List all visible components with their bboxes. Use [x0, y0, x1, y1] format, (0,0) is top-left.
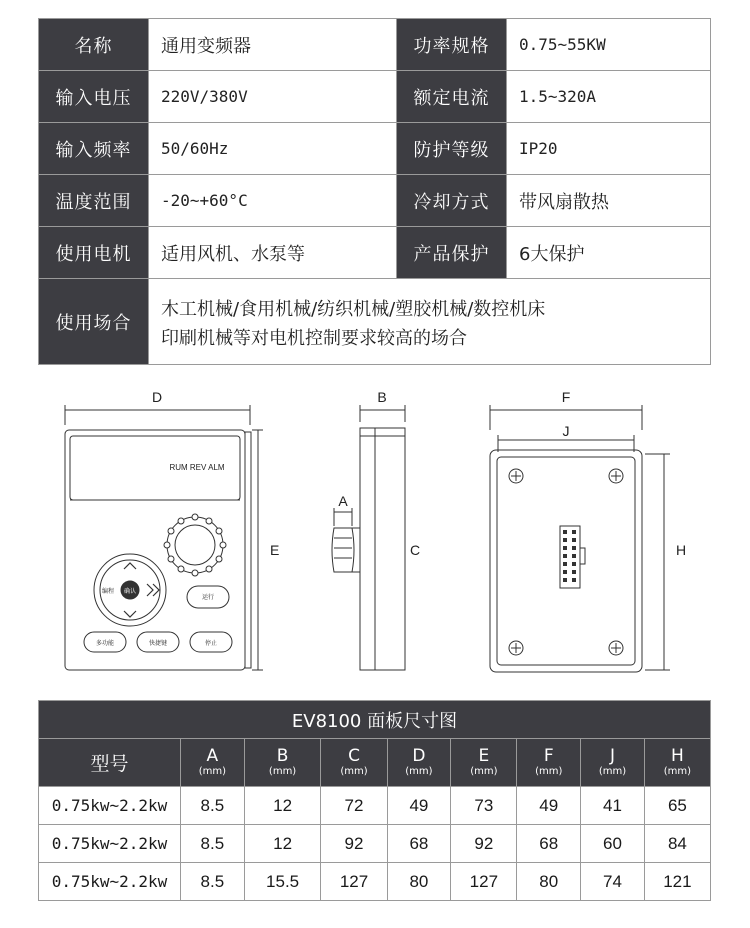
confirm-button-label: 确认 [123, 589, 137, 595]
table-row [39, 787, 711, 825]
program-button-label: 编程 [101, 589, 115, 595]
value-cell: 8.5 [181, 863, 245, 901]
spec-key: 输入频率 [39, 123, 149, 175]
value-cell: 68 [387, 825, 451, 863]
value-cell: 80 [387, 863, 451, 901]
dim-label-b: B [377, 389, 387, 405]
spec-key: 冷却方式 [397, 175, 507, 227]
model-header: 型号 [39, 739, 181, 787]
spec-value: 适用风机、水泵等 [149, 227, 397, 279]
col-header: A (mm) [181, 739, 245, 787]
stop-button-label: 停止 [204, 641, 218, 647]
spec-key: 使用电机 [39, 227, 149, 279]
usage-line-1: 木工机械/食用机械/纺织机械/塑胶机械/数控机床 [161, 298, 546, 320]
value-cell: 127 [321, 863, 387, 901]
spec-key: 输入电压 [39, 71, 149, 123]
usage-key: 使用场合 [39, 279, 149, 365]
table-row [39, 863, 711, 901]
dim-label-h: H [676, 542, 687, 558]
value-cell: 8.5 [181, 787, 245, 825]
spec-value: 通用变频器 [149, 19, 397, 71]
knob-ring-dots [164, 514, 226, 576]
spec-value: 带风扇散热 [507, 175, 711, 227]
spec-key: 防护等级 [397, 123, 507, 175]
value-cell: 41 [581, 787, 645, 825]
spec-row-usage [39, 279, 711, 365]
value-cell: 72 [321, 787, 387, 825]
spec-value: 1.5~320A [507, 71, 711, 123]
model-cell: 0.75kw~2.2kw [39, 825, 181, 863]
spec-value: -20~+60°C [149, 175, 397, 227]
size-table-title: EV8100 面板尺寸图 [39, 701, 711, 739]
spec-key: 名称 [39, 19, 149, 71]
dim-label-j: J [562, 423, 570, 439]
table-row [39, 825, 711, 863]
spec-value: 220V/380V [149, 71, 397, 123]
size-table [38, 700, 711, 901]
value-cell: 65 [644, 787, 710, 825]
dim-label-a: A [338, 493, 348, 509]
value-cell: 60 [581, 825, 645, 863]
spec-key: 额定电流 [397, 71, 507, 123]
col-header: J (mm) [581, 739, 645, 787]
value-cell: 12 [244, 825, 321, 863]
col-header: E (mm) [451, 739, 517, 787]
dim-label-c: C [410, 542, 421, 558]
spec-row [39, 175, 711, 227]
model-cell: 0.75kw~2.2kw [39, 787, 181, 825]
col-header: B (mm) [244, 739, 321, 787]
dim-label-f: F [561, 389, 571, 405]
spec-key: 产品保护 [397, 227, 507, 279]
shortcut-button-label: 快捷键 [148, 641, 168, 647]
run-button-label: 运行 [201, 595, 215, 601]
usage-value [149, 279, 711, 365]
value-cell: 68 [517, 825, 581, 863]
value-cell: 92 [321, 825, 387, 863]
spec-value: IP20 [507, 123, 711, 175]
col-header: F (mm) [517, 739, 581, 787]
spec-table [38, 18, 711, 365]
dim-label-d: D [151, 389, 163, 405]
value-cell: 49 [517, 787, 581, 825]
spec-key: 温度范围 [39, 175, 149, 227]
size-table-title-row [39, 701, 711, 739]
spec-key: 功率规格 [397, 19, 507, 71]
col-header: H (mm) [644, 739, 710, 787]
usage-line-2: 印刷机械等对电机控制要求较高的场合 [161, 327, 467, 349]
col-header: C (mm) [321, 739, 387, 787]
value-cell: 80 [517, 863, 581, 901]
model-cell: 0.75kw~2.2kw [39, 863, 181, 901]
value-cell: 8.5 [181, 825, 245, 863]
spec-row [39, 123, 711, 175]
indicator-labels: RUM REV ALM [169, 463, 225, 472]
value-cell: 127 [451, 863, 517, 901]
value-cell: 92 [451, 825, 517, 863]
spec-row [39, 71, 711, 123]
spec-row [39, 227, 711, 279]
multi-button-label: 多功能 [95, 641, 115, 647]
value-cell: 121 [644, 863, 710, 901]
value-cell: 12 [244, 787, 321, 825]
spec-value: 6大保护 [507, 227, 711, 279]
spec-value: 50/60Hz [149, 123, 397, 175]
value-cell: 84 [644, 825, 710, 863]
connector-pins [563, 530, 576, 582]
dim-label-e: E [270, 542, 280, 558]
value-cell: 49 [387, 787, 451, 825]
col-header: D (mm) [387, 739, 451, 787]
value-cell: 15.5 [244, 863, 321, 901]
spec-value: 0.75~55KW [507, 19, 711, 71]
panel-dimension-drawing [0, 380, 750, 690]
value-cell: 74 [581, 863, 645, 901]
spec-row [39, 19, 711, 71]
value-cell: 73 [451, 787, 517, 825]
size-table-header-row [39, 739, 711, 787]
